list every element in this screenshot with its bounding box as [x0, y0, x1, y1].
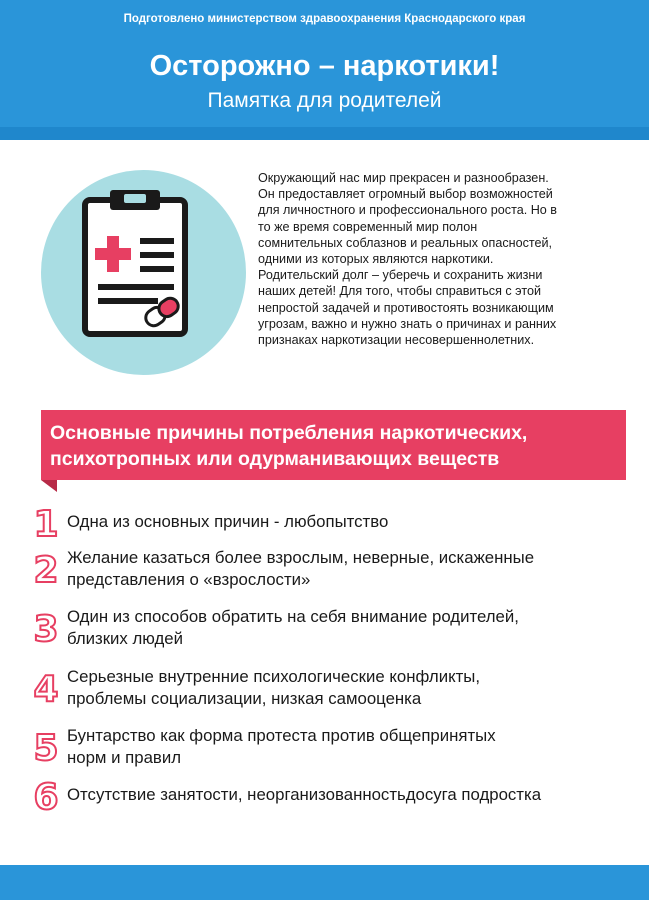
intro-paragraph	[258, 170, 626, 348]
reason-number: 6	[33, 777, 59, 818]
intro-line: для личностного и профессионального роста. Но в	[258, 203, 557, 218]
header-bar	[0, 0, 649, 140]
reason-line: норм и правил	[67, 748, 182, 767]
reason-line: представления о «взрослости»	[67, 570, 311, 589]
ministry-credit: Подготовлено министерством здравоохранения Краснодарского края	[123, 13, 526, 25]
reasons-heading	[50, 420, 620, 472]
reason-line: близких людей	[67, 629, 183, 648]
intro-line: одними из которых являются наркотики.	[258, 252, 494, 267]
reason-number: 1	[33, 504, 59, 545]
intro-line: то же время современный мир полон	[258, 219, 478, 234]
page-title: Осторожно – наркотики!	[149, 50, 500, 82]
reasons-heading-line: Основные причины потребления наркотических,	[50, 422, 528, 444]
reason-line: Желание казаться более взрослым, неверные, искаженные	[67, 548, 535, 567]
reason-text	[67, 725, 632, 769]
intro-line: наших детей! Для того, чтобы справиться с этой	[258, 284, 541, 299]
intro-line: признаках наркотизации несовершеннолетних.	[258, 333, 535, 348]
reason-number: 5	[33, 728, 59, 769]
reason-line: Отсутствие занятости, неорганизованностьдосуга подростка	[67, 785, 542, 804]
reason-line: Один из способов обратить на себя внимание родителей,	[67, 607, 519, 626]
reason-number: 2	[33, 550, 59, 591]
reason-line: Серьезные внутренние психологические конфликты,	[67, 667, 481, 686]
reason-number: 4	[33, 669, 59, 710]
reasons-heading-line: психотропных или одурманивающих веществ	[50, 448, 500, 470]
reason-text	[67, 666, 632, 710]
intro-line: Окружающий нас мир прекрасен и разнообразен.	[258, 171, 549, 185]
intro-line: непростой задачей и противостоять возникающим	[258, 300, 554, 315]
reason-number: 3	[33, 609, 59, 650]
reason-line: Бунтарство как форма протеста против общепринятых	[67, 726, 496, 745]
header-strip	[0, 127, 649, 140]
intro-line: сомнительных соблазнов и реальных опасностей,	[258, 235, 553, 250]
intro-line: Родительский долг – уберечь и сохранить жизни	[258, 268, 543, 283]
reason-line: проблемы социализации, низкая самооценка	[67, 689, 422, 708]
reason-line: Одна из основных причин - любопытство	[67, 512, 389, 531]
clipboard-medical-icon	[80, 188, 190, 338]
reason-text	[67, 511, 632, 533]
intro-line: Он предоставляет огромный выбор возможностей	[258, 187, 553, 202]
page-subtitle: Памятка для родителей	[207, 89, 442, 112]
reason-text	[67, 547, 632, 591]
reason-text	[67, 784, 632, 806]
footer-bar	[0, 865, 649, 900]
reason-text	[67, 606, 632, 650]
banner-fold	[41, 480, 57, 492]
intro-line: угрозам, важно и нужно знать о причинах и ранних	[258, 316, 557, 331]
